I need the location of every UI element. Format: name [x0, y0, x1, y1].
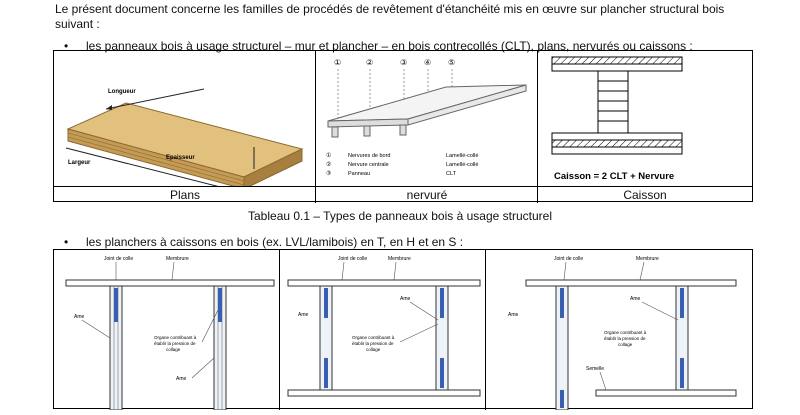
cell-t-section: [54, 250, 280, 410]
caption-caisson: Caisson: [623, 188, 667, 202]
num-2: ②: [366, 58, 374, 67]
cell-caisson: [538, 51, 752, 203]
label-organe-3: collage: [366, 347, 381, 352]
label-organe-1: Organe contribuant à: [604, 330, 647, 335]
label-membrure: Membrure: [166, 256, 189, 262]
legend-label-1: Nervures de bord: [348, 153, 391, 159]
intro-paragraph: Le présent document concerne les familles de procédés de revêtement d'étanchéité mis en œuvre sur plancher structural bois suivant :: [55, 2, 725, 31]
legend-label-2: Nervure centrale: [348, 162, 389, 168]
caption-plans: Plans: [169, 188, 201, 202]
label-longueur: Longueur: [108, 89, 136, 95]
cell-nervure: [316, 51, 538, 203]
bullet-caissons: [64, 235, 463, 250]
caption-row: [538, 186, 752, 203]
label-organe-3: collage: [618, 342, 633, 347]
label-organe-1: Organe contribuant à: [352, 335, 395, 340]
legend-num-2: ②: [326, 162, 332, 168]
label-organe-1: Organe contribuant à: [154, 335, 197, 340]
label-organe-3: collage: [166, 347, 181, 352]
label-epaisseur: Epaisseur: [166, 155, 195, 161]
clt-plan-illustration: [54, 51, 316, 186]
caption-row: [316, 186, 537, 203]
bullet-dot: •: [64, 39, 69, 53]
legend-num-3: ③: [326, 171, 332, 177]
cell-s-section: [486, 250, 752, 410]
legend-num-1: ①: [326, 153, 332, 159]
legend-label-3: Panneau: [348, 171, 371, 177]
caisson-formula: Caisson = 2 CLT + Nervure: [554, 171, 675, 182]
s-section-diagram: [486, 250, 752, 410]
label-ame-2: Ame: [176, 376, 187, 382]
cell-plans: [54, 51, 316, 203]
legend-mat-1: Lamellé-collé: [446, 153, 479, 159]
ribbed-panel-illustration: [316, 51, 538, 186]
label-ame: Ame: [508, 312, 519, 318]
legend-mat-3: CLT: [446, 171, 456, 177]
table-caisson-floors: [53, 249, 753, 409]
t-section-diagram: [54, 250, 280, 410]
label-joint: Joint de colle: [338, 256, 368, 262]
label-organe-2: établir la pression de: [352, 341, 394, 346]
num-3: ③: [400, 58, 408, 67]
table-1-title: Tableau 0.1 – Types de panneaux bois à usage structurel: [248, 209, 552, 223]
caption-nervure: nervuré: [406, 188, 448, 202]
label-organe-2: établir la pression de: [604, 336, 646, 341]
num-4: ④: [424, 58, 432, 67]
table-panel-types: [53, 50, 753, 202]
label-semelle: Semelle: [586, 366, 605, 372]
label-ame: Ame: [298, 312, 309, 318]
label-membrure: Membrure: [388, 256, 411, 262]
caption-row: [54, 186, 315, 203]
num-5: ⑤: [448, 58, 456, 67]
cell-h-section: [280, 250, 486, 410]
label-joint: Joint de colle: [104, 256, 134, 262]
bullet-clt-text: les panneaux bois à usage structurel – mur et plancher – en bois contrecollés (CLT), plans, nervurés ou caissons :: [86, 39, 693, 53]
label-largeur: Largeur: [68, 160, 91, 166]
bullet-dot: •: [64, 235, 69, 249]
h-section-diagram: [280, 250, 486, 410]
num-1: ①: [334, 58, 342, 67]
label-membrure: Membrure: [636, 256, 659, 262]
label-joint: Joint de colle: [554, 256, 584, 262]
bullet-caissons-text: les planchers à caissons en bois (ex. LVL/lamibois) en T, en H et en S :: [86, 235, 464, 249]
caisson-illustration: [538, 51, 752, 186]
label-ame-2: Ame: [630, 296, 641, 302]
label-ame-2: Ame: [400, 296, 411, 302]
label-organe-2: établir la pression de: [154, 341, 196, 346]
legend-mat-2: Lamellé-collé: [446, 162, 479, 168]
label-ame: Ame: [74, 314, 85, 320]
